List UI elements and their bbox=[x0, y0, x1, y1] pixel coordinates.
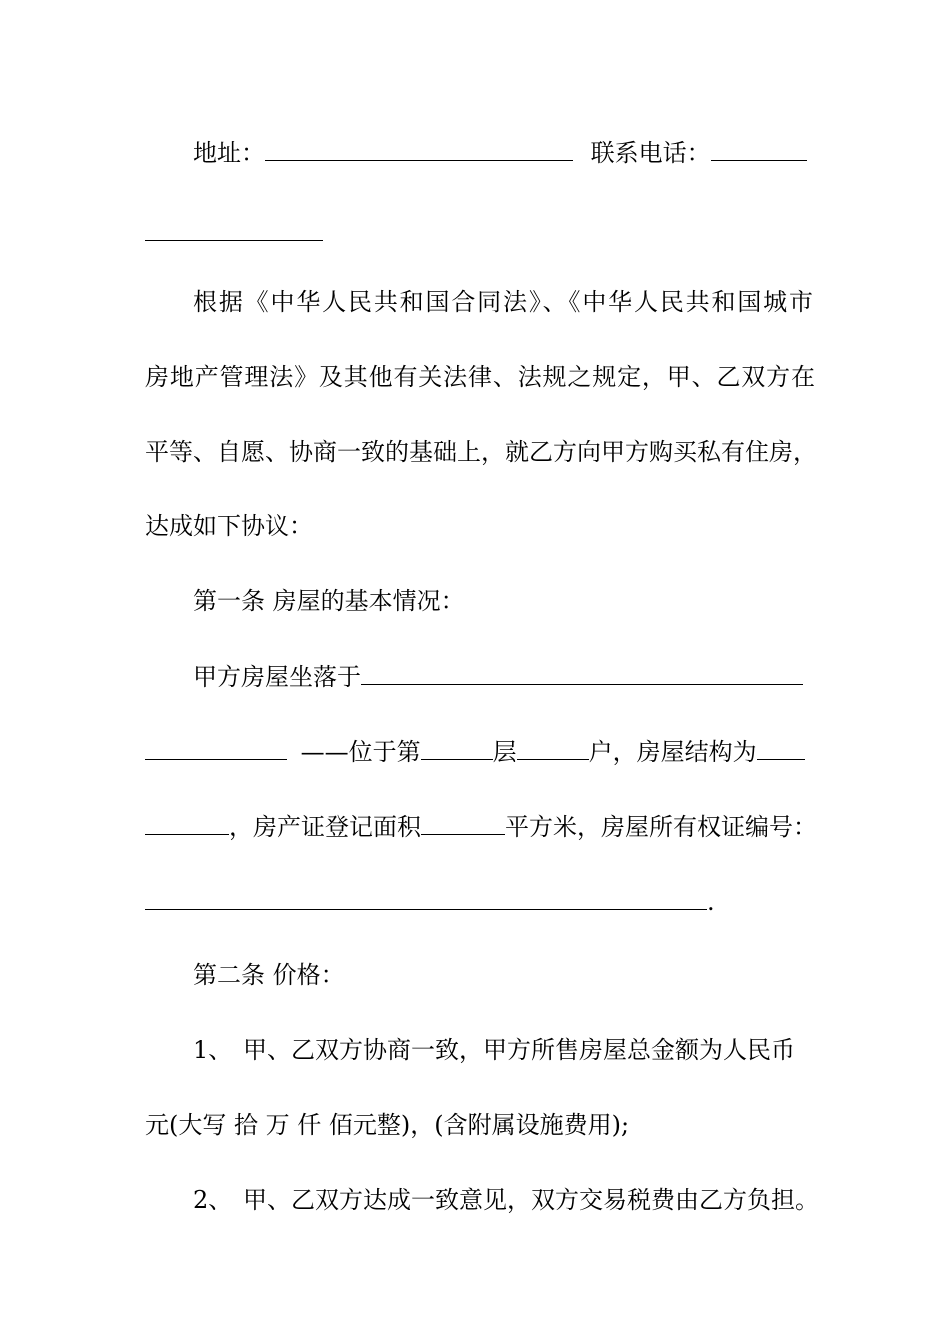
location-blank bbox=[361, 656, 803, 685]
phone-label: 联系电话： bbox=[590, 139, 711, 167]
phone-blank-continued bbox=[145, 212, 323, 241]
floor-prefix: ——位于第 bbox=[300, 738, 421, 766]
preamble-line-2: 房地产管理法》及其他有关法律、法规之规定，甲、乙双方在 bbox=[145, 363, 815, 391]
article1-area-line bbox=[145, 806, 815, 846]
area-blank bbox=[421, 806, 505, 835]
phone-continuation-line bbox=[145, 212, 815, 252]
certificate-period: . bbox=[707, 888, 715, 916]
floor-unit: 层 bbox=[492, 738, 517, 766]
contact-line bbox=[193, 132, 813, 172]
article2-item1-line1 bbox=[193, 1030, 813, 1070]
article1-title: 第一条 房屋的基本情况： bbox=[193, 587, 465, 615]
location-label: 甲方房屋坐落于 bbox=[193, 663, 361, 691]
area-label: ，房产证登记面积 bbox=[229, 813, 421, 841]
area-unit: 平方米，房屋所有权证编号： bbox=[505, 813, 817, 841]
address-blank bbox=[265, 132, 573, 161]
floor-blank bbox=[421, 731, 493, 760]
article2-title: 第二条 价格： bbox=[193, 961, 345, 989]
structure-blank-continued bbox=[145, 806, 229, 835]
certificate-blank bbox=[145, 881, 707, 910]
structure-blank bbox=[757, 731, 805, 760]
item2-text: 甲、乙双方达成一致意见，双方交易税费由乙方负担。 bbox=[243, 1186, 819, 1214]
preamble-line-4: 达成如下协议： bbox=[145, 512, 313, 540]
article1-floor-line bbox=[145, 731, 815, 771]
item1-text: 甲、乙双方协商一致，甲方所售房屋总金额为人民币 bbox=[243, 1036, 795, 1064]
phone-blank bbox=[711, 132, 807, 161]
preamble-line-1: 根据《中华人民共和国合同法》、《中华人民共和国城市 bbox=[193, 288, 813, 316]
article2-item2 bbox=[193, 1180, 819, 1220]
unit-suffix: 户，房屋结构为 bbox=[588, 738, 757, 766]
article2-item1-line2: 元(大写 拾 万 仟 佰元整)，(含附属设施费用); bbox=[145, 1111, 630, 1139]
item1-number: 1、 bbox=[193, 1036, 233, 1064]
unit-blank bbox=[517, 731, 589, 760]
preamble-line-3: 平等、自愿、协商一致的基础上，就乙方向甲方购买私有住房， bbox=[145, 438, 817, 466]
item2-number: 2、 bbox=[193, 1186, 233, 1214]
article1-location-line bbox=[193, 656, 813, 696]
location-blank-continued bbox=[145, 731, 287, 760]
address-label: 地址： bbox=[193, 139, 265, 167]
article1-certificate-line bbox=[145, 881, 815, 921]
